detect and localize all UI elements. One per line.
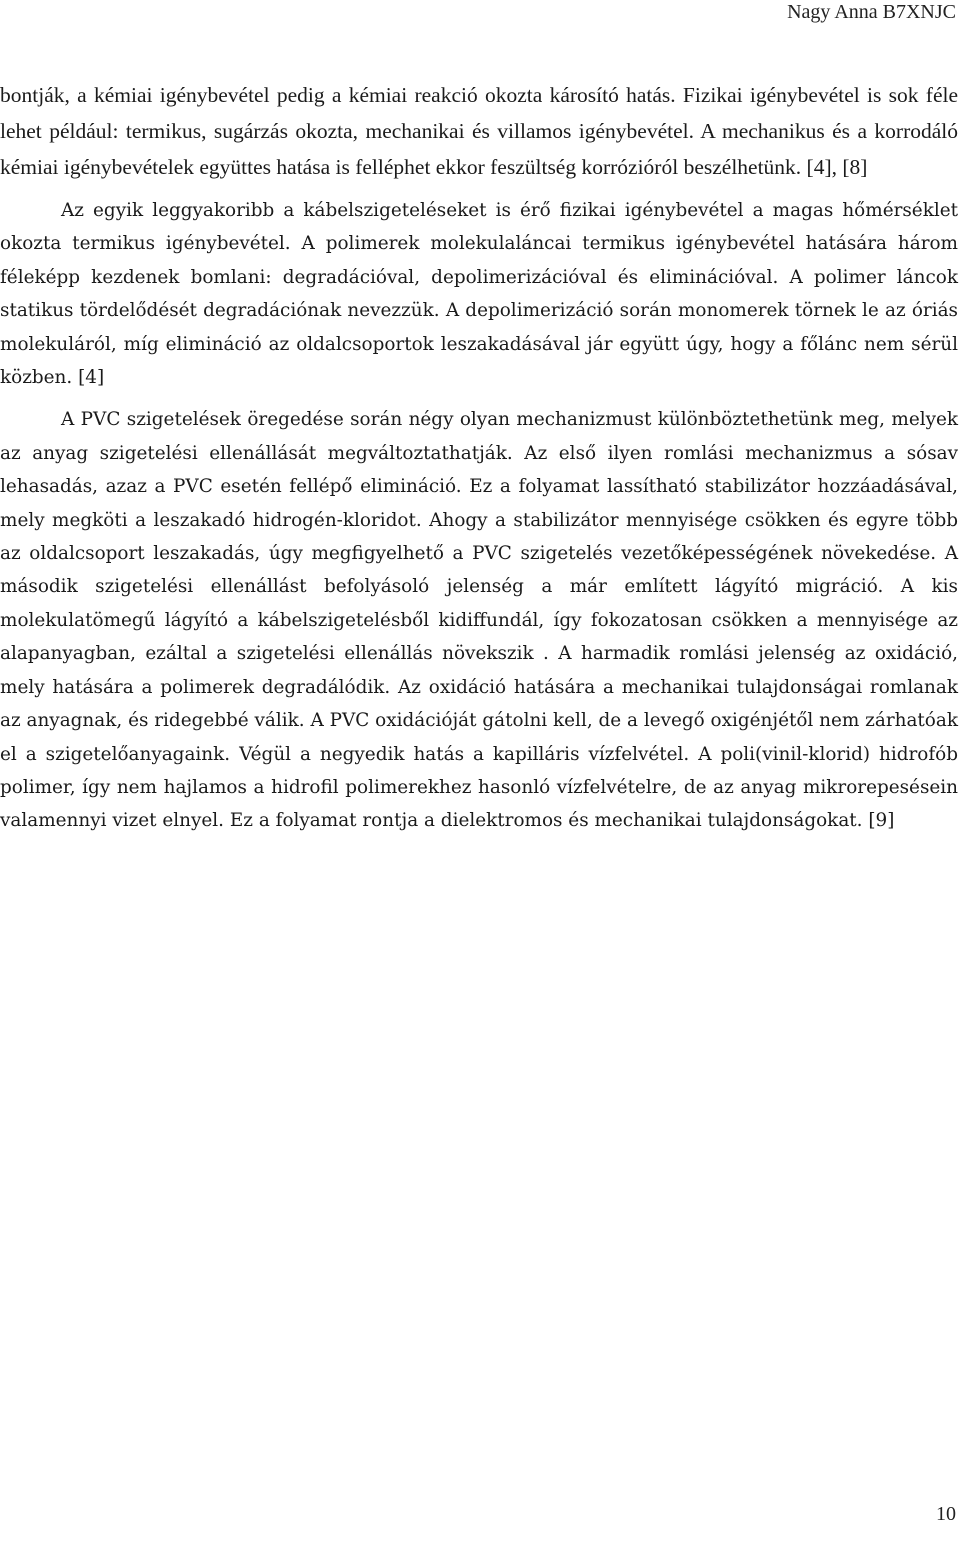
page-header-author: Nagy Anna B7XNJC: [787, 1, 956, 23]
paragraph-continuation: bontják, a kémiai igénybevétel pedig a kémiai reakció okozta károsító hatás. Fizikai igénybevétel is sok féle lehet például: termikus, sugárzás okozta, mechanikai és villamos igénybevétel. A mechanikus és a korrodáló kémiai igénybevételek együttes hatása is felléphet ekkor feszültség korrózióról beszélhetünk. [4], [8]: [0, 83, 958, 179]
document-body: [0, 77, 958, 838]
page-number: 10: [936, 1503, 956, 1525]
paragraph-thermal-stress: Az egyik leggyakoribb a kábelszigeteléseket is érő fizikai igénybevétel a magas hőmérséklet okozta termikus igénybevétel. A polimerek molekulaláncai termikus igénybevétel hatására három féleképp kezdenek bomlani: degradációval, depolimerizációval és eliminációval. A polimer láncok statikus tördelődését degradációnak nevezzük. A depolimerizáció során monomerek törnek le az óriás molekuláról, míg elimináció az oldalcsoportok leszakadásával jár együtt úgy, hogy a főlánc nem sérül közben. [4]: [0, 200, 958, 389]
paragraph-pvc-aging: A PVC szigetelések öregedése során négy olyan mechanizmust különböztethetünk meg, melyek az anyag szigetelési ellenállását megváltoztathatják. Az első ilyen romlási mechanizmus a sósav lehasadás, azaz a PVC esetén fellépő elimináció. Ez a folyamat lassítható stabilizátor hozzáadásával, mely megköti a leszakadó hidrogén-kloridot. Ahogy a stabilizátor mennyisége csökken és egyre több az oldalcsoport leszakadás, úgy megfigyelhető a PVC szigetelés vezetőképességének növekedése. A második szigetelési ellenállást befolyásoló jelenség a már említett lágyító migráció. A kis molekulatömegű lágyító a kábelszigetelésből kidiffundál, így fokozatosan csökken a mennyisége az alapanyagban, ezáltal a szigetelési ellenállás növekszik . A harmadik romlási jelenség az oxidáció, mely hatására a polimerek degradálódik. Az oxidáció hatására a mechanikai tulajdonságai romlanak az anyagnak, és ridegebbé válik. A PVC oxidációját gátolni kell, de a levegő oxigénjétől nem zárhatóak el a szigetelőanyagaink. Végül a negyedik hatás a kapilláris vízfelvétel. A poli(vinil-klorid) hidrofób polimer, így nem hajlamos a hidrofil polimerekhez hasonló vízfelvételre, de az anyag mikrorepesésein valamennyi vizet elnyel. Ez a folyamat rontja a dielektromos és mechanikai tulajdonságokat. [9]: [0, 409, 958, 832]
